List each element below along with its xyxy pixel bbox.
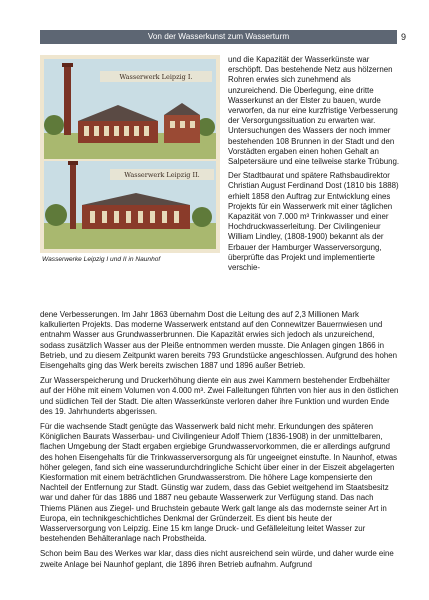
paragraph: Für die wachsende Stadt genügte das Wasserwerk bald nicht mehr. Erkundungen des späteren Königlichen Baurats Wasserbau- und Civilingenieur Adolf Thiem (1836-1908) in der unmittelbaren, flachen Umgebung der Stadt ergaben ergiebige Grundwasservorkommen, die er allerdings aufgrund des hohen Eisengehalts für die Trinkwasserversorgung als für ungeeignet einstufte. In Naunhof, etwas höher gelegen, fand sich eine wasserundurchdringliche Schicht über einer in der Eiszeit abgelagerten Kiesformation mit einem beträchtlichen Grundwasserstrom. Die höhere Lage kompensierte den Nachteil der Entfernung zur Stadt. Günstig war zudem, dass das Gebiet weitgehend im Staatsbesitz war und daher für das 1886 und 1887 neu gebaute Wasserwerk zur Verfügung stand. Das nach Thiems Plänen aus Ziegel- und Bruchstein gebaute Werk galt lange als das modernste seiner Art in Europa, ein technikgeschichtliches Denkmal der Gründerzeit. Es dient bis heute der Wasserversorgung von Leipzig. Eine 15 km lange Druck- und Gefälleleitung leitet Wasser zur bestehenden Behälteranlage nach Probstheida. xyxy=(40,422,398,544)
window-shape xyxy=(126,211,131,223)
paragraph: Schon beim Bau des Werkes war klar, dass dies nicht ausreichend sein würde, und daher wurde eine zweite Anlage bei Naunhof geplant, die 1896 ihren Betrieb aufnahm. Aufgrund xyxy=(40,549,394,569)
window-shape xyxy=(144,126,149,136)
postcard-image xyxy=(40,55,220,253)
window-shape xyxy=(138,211,143,223)
postcard-figure xyxy=(40,55,220,253)
tree-shape xyxy=(45,204,67,226)
building-shape xyxy=(164,115,200,143)
card-label-top: Wasserwerk Leipzig I. xyxy=(119,73,193,81)
window-shape xyxy=(102,211,107,223)
window-shape xyxy=(180,121,185,128)
window-shape xyxy=(84,126,89,136)
header-title: Von der Wasserkunst zum Wasserturm xyxy=(147,32,290,41)
running-header xyxy=(40,30,406,44)
window-shape xyxy=(124,126,129,136)
page-number: 9 xyxy=(400,32,406,42)
tree-shape xyxy=(44,115,64,135)
window-shape xyxy=(114,211,119,223)
window-shape xyxy=(170,121,175,128)
paragraph: dene Verbesserungen. Im Jahr 1863 übernahm Dost die Leitung des auf 2,3 Millionen Mark kalkulierten Projekts. Das moderne Wasserwerk entstand auf den Connewitzer Bauernwiesen und entnahm Wasser aus Grundwasserbrunnen. Die Kapazität erwies sich jedoch als unzureichend, sodass zusätzlich Wasser aus der Pleiße entnommen werden musste. Die Anlagen gingen 1866 in Betrieb, und zu diesem Zeitpunkt waren bereits 793 Grundstücke angeschlossen. Aufgrund des hohen Eisengehalts ging das Werk bereits zwischen 1887 und 1896 außer Betrieb. xyxy=(40,310,398,371)
chimney-cap xyxy=(62,63,73,67)
window-shape xyxy=(150,211,155,223)
figure-caption: Wasserwerke Leipzig I und II in Naunhof xyxy=(42,256,161,263)
window-shape xyxy=(162,211,167,223)
paragraph: Der Stadtbaurat und spätere Rathsbaudirektor Christian August Ferdinand Dost (1810 bis 1888) erhielt 1858 den Auftrag zur Entwicklung eines Projekts für ein Wasserwerk mit einer täglichen Kapazität von 7.000 m³ Trinkwasser und einer Hochdruckwasserleitung. Der Civilingenieur William Lindley, (1808-1900) bekannt als der Erbauer der Hamburger Wasserversorgung, überprüfte das Projekt und implementierte verschie- xyxy=(228,171,399,273)
window-shape xyxy=(94,126,99,136)
chimney-shape xyxy=(70,163,76,229)
chimney-shape xyxy=(64,65,71,135)
right-column-text xyxy=(228,55,400,277)
full-width-text xyxy=(40,310,400,575)
tree-shape xyxy=(192,207,212,227)
building-shape xyxy=(82,205,190,229)
window-shape xyxy=(90,211,95,223)
window-shape xyxy=(114,126,119,136)
card-label-bottom: Wasserwerk Leipzig II. xyxy=(124,171,200,179)
chimney-cap xyxy=(68,161,78,165)
paragraph: Zur Wasserspeicherung und Druckerhöhung diente ein aus zwei Kammern bestehender Erdbehälter auf der Höhe mit einem Volumen von 4.000 m³. Zwei Falleitungen führten von hier aus in den östlichen und südlichen Teil der Stadt. Die alten Wasserkünste verloren daher ihre Funktion und wurden Ende des 19. Jahrhunderts abgerissen. xyxy=(40,376,399,416)
window-shape xyxy=(174,211,179,223)
window-shape xyxy=(134,126,139,136)
paragraph: und die Kapazität der Wasserkünste war erschöpft. Das bestehende Netz aus hölzernen Rohren erwies sich zunehmend als unzureichend. Die Überlegung, eine dritte Wasserkunst an der Elster zu bauen, wurde verworfen, da nur eine kurzfristige Verbesserung der Versorgungssituation zu erwarten war. Untersuchungen des Wassers der noch immer bestehenden 108 Brunnen in der Stadt und den Vorstädten ergaben einen hohen Gehalt an Salpetersäure und eine teilweise starke Trübung. xyxy=(228,55,400,167)
window-shape xyxy=(190,121,195,128)
window-shape xyxy=(104,126,109,136)
